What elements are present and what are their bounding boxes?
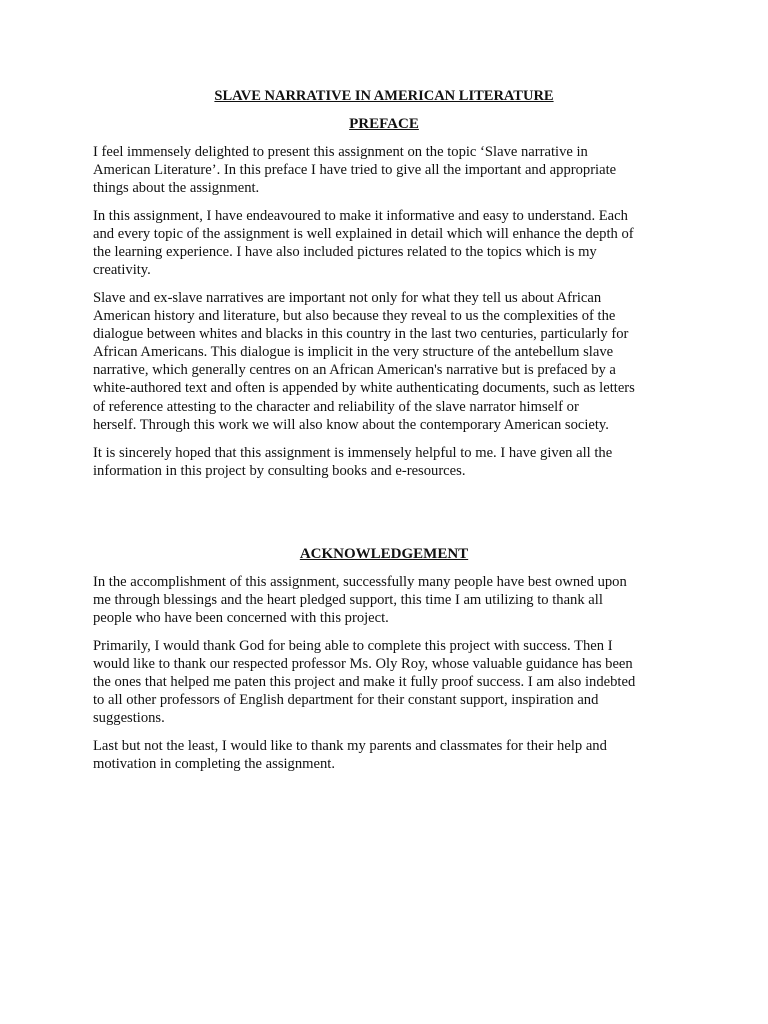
preface-paragraph-4: It is sincerely hoped that this assignment is immensely helpful to me. I have given all the information in this project by consulting books and e-resources. <box>93 445 613 480</box>
preface-paragraph-2: In this assignment, I have endeavoured to make it informative and easy to understand. Each and every topic of the assignment is well explained in detail which will enhance the depth of the learning experience. I have also included pictures related to the topics which is my creativity. <box>93 208 634 279</box>
preface-paragraph-1: I feel immensely delighted to present this assignment on the topic ‘Slave narrative in American Literature’. In this preface I have tried to give all the important and appropriate things about the assignment. <box>93 144 617 197</box>
acknowledgement-heading: ACKNOWLEDGEMENT <box>299 546 469 562</box>
preface-paragraph-3: Slave and ex-slave narratives are important not only for what they tell us about African American history and literature, but also because they reveal to us the complexities of the dialogue between whites and blacks in this country in the last two centuries, particularly for African Americans. This dialogue is implicit in the very structure of the antebellum slave narrative, which generally centres on an African American's narrative but is prefaced by a white-authored text and often is appended by white authenticating documents, such as letters of reference attesting to the character and reliability of the slave narrator himself or herself. Through this work we will also know about the contemporary American society. <box>93 290 635 433</box>
preface-heading: PREFACE <box>349 116 419 132</box>
acknowledgement-paragraph-2: Primarily, I would thank God for being able to complete this project with success. Then I would like to thank our respected professor Ms. Oly Roy, whose valuable guidance has been the ones that helped me paten this project and make it fully proof success. I am also indebted to all other professors of English department for their constant support, inspiration and suggestions. <box>93 638 636 727</box>
acknowledgement-paragraph-3: Last but not the least, I would like to thank my parents and classmates for their help and motivation in completing the assignment. <box>93 738 607 773</box>
document-title: SLAVE NARRATIVE IN AMERICAN LITERATURE <box>214 88 554 104</box>
acknowledgement-paragraph-1: In the accomplishment of this assignment, successfully many people have best owned upon me through blessings and the heart pledged support, this time I am utilizing to thank all people who have been concerned with this project. <box>93 574 627 627</box>
